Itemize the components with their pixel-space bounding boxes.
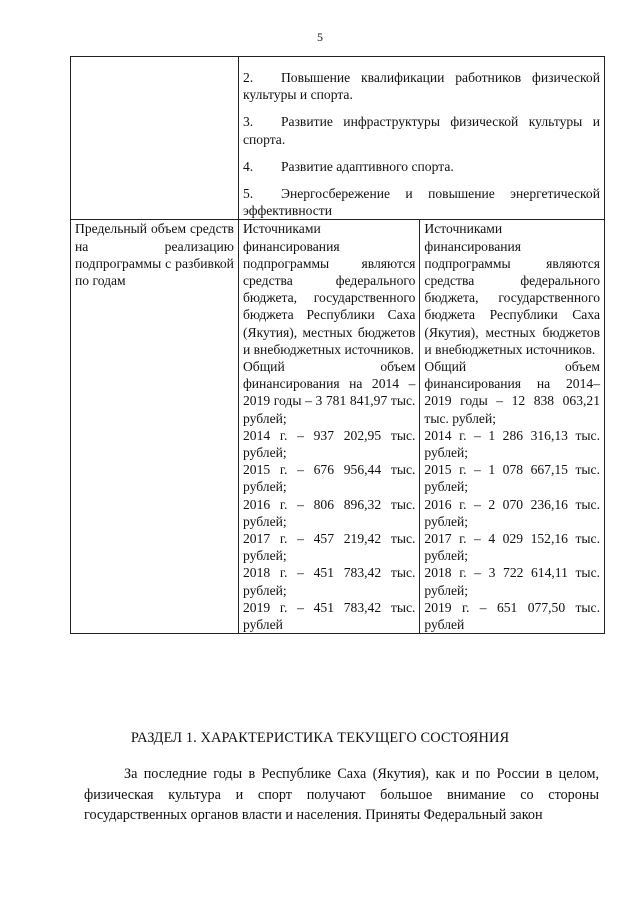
- funding-a-year: 2017 г. – 457 219,42 тыс. рублей;: [242, 531, 416, 564]
- funding-b-year: 2017 г. – 4 029 152,16 тыс. рублей;: [424, 531, 600, 564]
- task-item: [243, 113, 600, 147]
- task-number: 5.: [242, 186, 254, 202]
- tasks-label-cell: [71, 57, 239, 220]
- tasks-row: [71, 57, 605, 220]
- funding-b-year: 2014 г. – 1 286 316,13 тыс. рублей;: [424, 427, 600, 461]
- task-text: Развитие адаптивного спорта.: [280, 158, 454, 174]
- funding-row: [71, 220, 605, 634]
- funding-col-a-content: [243, 220, 415, 633]
- funding-b-total: Общий объем финансирования на 2014–2019 годы – 12 838 063,21 тыс. рублей;: [424, 359, 600, 426]
- task-number: 4.: [242, 158, 254, 174]
- funding-b-year: 2019 г. – 651 077,50 тыс. рублей: [424, 599, 600, 633]
- task-number: 2.: [242, 70, 254, 85]
- funding-col-a: [238, 220, 419, 634]
- funding-b-year: 2015 г. – 1 078 667,15 тыс. рублей;: [424, 462, 600, 495]
- funding-label: Предельный объем средств на реализацию подпрограммы с разбивкой по годам: [75, 221, 234, 289]
- funding-b-year: 2016 г. – 2 070 236,16 тыс. рублей;: [424, 496, 600, 529]
- funding-a-year: 2014 г. – 937 202,95 тыс. рублей;: [242, 427, 416, 461]
- funding-col-b: [420, 220, 605, 634]
- task-item: [243, 185, 600, 219]
- page-number: 5: [317, 30, 323, 44]
- funding-a-year: 2018 г. – 451 783,42 тыс. рублей;: [242, 565, 416, 598]
- task-number: 3.: [242, 114, 254, 130]
- task-item: [243, 158, 600, 175]
- funding-a-year: 2016 г. – 806 896,32 тыс. рублей;: [242, 496, 416, 529]
- task-item: [243, 69, 600, 103]
- section-heading: РАЗДЕЛ 1. ХАРАКТЕРИСТИКА ТЕКУЩЕГО СОСТОЯНИЯ: [130, 730, 510, 746]
- funding-a-year: 2019 г. – 451 783,42 тыс. рублей: [242, 599, 416, 633]
- funding-a-year: 2015 г. – 676 956,44 тыс. рублей;: [242, 462, 416, 495]
- body-paragraph: За последние годы в Республике Саха (Якутия), как и по России в целом, физическая культура и спорт получают большое внимание со стороны государственных органов власти и населения. Приняты Федеральный закон: [84, 766, 599, 823]
- funding-b-year: 2018 г. – 3 722 614,11 тыс. рублей;: [424, 565, 600, 598]
- subprogram-passport-table: [70, 56, 605, 634]
- funding-a-total: Общий объем финансирования на 2014 – 2019 годы – 3 781 841,97 тыс. рублей;: [242, 359, 416, 426]
- tasks-list: [243, 69, 600, 219]
- task-text: Повышение квалификации работников физической культуры и спорта.: [242, 70, 600, 103]
- task-text: Развитие инфраструктуры физической культуры и спорта.: [242, 114, 600, 147]
- task-text: Энергосбережение и повышение энергетической эффективности: [242, 186, 600, 219]
- funding-b-intro: Источниками финансирования подпрограммы являются средства федерального бюджета, государственного бюджета Республики Саха (Якутия), местных бюджетов и внебюджетных источников.: [424, 221, 600, 357]
- funding-col-b-content: [424, 220, 600, 633]
- funding-label-cell: [71, 220, 239, 634]
- funding-a-intro: Источниками финансирования подпрограммы являются средства федерального бюджета, государственного бюджета Республики Саха (Якутия), местных бюджетов и внебюджетных источников.: [242, 221, 416, 357]
- tasks-cell: [238, 57, 604, 220]
